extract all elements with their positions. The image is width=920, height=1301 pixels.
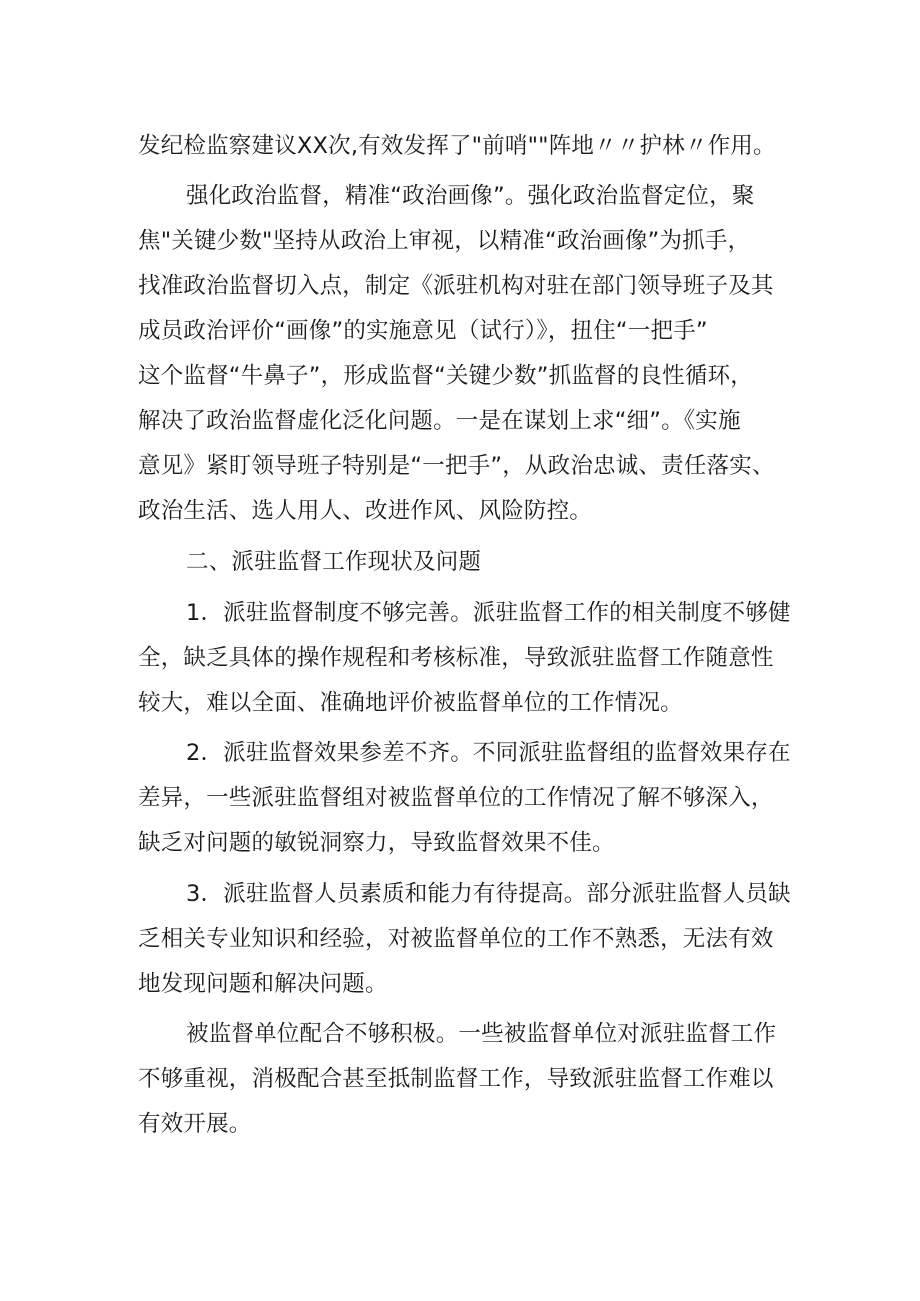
item-2-line-3: 缺乏对问题的敏锐洞察力，导致监督效果不佳。 bbox=[138, 830, 615, 856]
item-3-line-2: 乏相关专业知识和经验，对被监督单位的工作不熟悉，无法有效 bbox=[138, 926, 774, 952]
item-1-line-2: 全，缺乏具体的操作规程和考核标准，导致派驻监督工作随意性 bbox=[138, 645, 774, 671]
paragraph-2-line-2: 焦"关键少数"坚持从政治上审视，以精准“政治画像”为抓手， bbox=[138, 228, 751, 254]
paragraph-2-line-3: 找准政治监督切入点，制定《派驻机构对驻在部门领导班子及其 bbox=[138, 273, 774, 299]
paragraph-2-line-7: 意见》紧盯领导班子特别是“一把手”，从政治忠诚、责任落实、 bbox=[138, 453, 775, 479]
item-3-line-1: 3．派驻监督人员素质和能力有待提高。部分派驻监督人员缺 bbox=[186, 881, 791, 907]
item-2-line-1: 2．派驻监督效果参差不齐。不同派驻监督组的监督效果存在 bbox=[186, 740, 791, 766]
paragraph-2-line-1: 强化政治监督，精准“政治画像”。强化政治监督定位，聚 bbox=[186, 183, 755, 209]
item-2-line-2: 差异，一些派驻监督组对被监督单位的工作情况了解不够深入， bbox=[138, 785, 774, 811]
paragraph-2-line-8: 政治生活、选人用人、改进作风、风险防控。 bbox=[138, 498, 593, 524]
item-1-line-3: 较大，难以全面、准确地评价被监督单位的工作情况。 bbox=[138, 690, 683, 716]
paragraph-2-line-5: 这个监督“牛鼻子”，形成监督“关键少数”抓监督的良性循环， bbox=[138, 363, 753, 389]
paragraph-last-line-1: 被监督单位配合不够积极。一些被监督单位对派驻监督工作 bbox=[186, 1021, 777, 1047]
paragraph-2-line-6: 解决了政治监督虚化泛化问题。一是在谋划上求“细”。《实施 bbox=[138, 408, 741, 434]
paragraph-2-line-4: 成员政治评价“画像”的实施意见（试行）》，扭住“一把手” bbox=[138, 318, 708, 344]
paragraph-last-line-2: 不够重视，消极配合甚至抵制监督工作，导致派驻监督工作难以 bbox=[138, 1066, 774, 1092]
item-1-line-1: 1．派驻监督制度不够完善。派驻监督工作的相关制度不够健 bbox=[186, 600, 791, 626]
paragraph-1-line-1: 发纪检监察建议XX次,有效发挥了"前哨""阵地〃〃护林〃作用。 bbox=[138, 133, 776, 159]
item-3-line-3: 地发现问题和解决问题。 bbox=[138, 971, 388, 997]
section-heading: 二、派驻监督工作现状及问题 bbox=[186, 549, 482, 575]
paragraph-last-line-3: 有效开展。 bbox=[138, 1111, 252, 1137]
